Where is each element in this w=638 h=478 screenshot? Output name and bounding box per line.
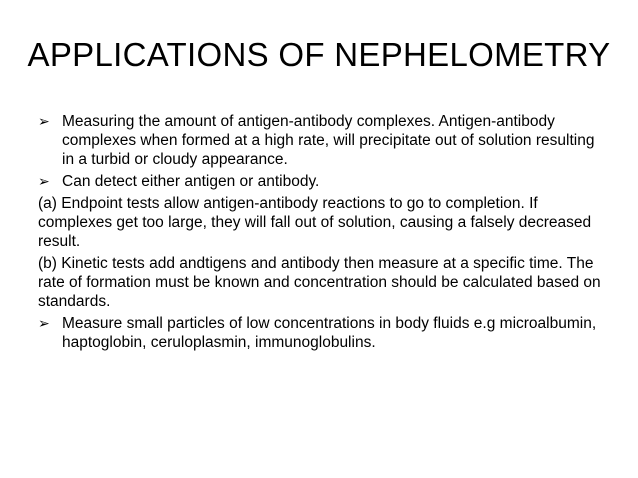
slide-title: APPLICATIONS OF NEPHELOMETRY (27, 36, 611, 73)
arrow-bullet-icon: ➢ (38, 113, 50, 129)
paragraph-endpoint-tests: (a) Endpoint tests allow antigen-antibody reactions to go to completion. If complexes get too large, they will fall out of solution, causing a falsely decreased result. (38, 195, 592, 250)
arrow-bullet-icon: ➢ (38, 315, 50, 331)
slide-body (38, 112, 606, 355)
bullet-item (38, 112, 606, 169)
bullet-item (38, 314, 606, 352)
paragraph-kinetic-tests: (b) Kinetic tests add andtigens and antibody then measure at a specific time. The rate of formation must be known and concentration should be calculated based on standards. (38, 255, 601, 310)
arrow-bullet-icon: ➢ (38, 173, 50, 189)
bullet-text: Can detect either antigen or antibody. (62, 173, 320, 190)
bullet-text: Measuring the amount of antigen-antibody complexes. Antigen-antibody complexes when formed at a high rate, will precipitate out of solution resulting in a turbid or cloudy appearance. (62, 113, 595, 168)
bullet-item (38, 172, 606, 191)
bullet-text: Measure small particles of low concentrations in body fluids e.g microalbumin, haptoglobin, ceruloplasmin, immunoglobulins. (62, 315, 597, 351)
